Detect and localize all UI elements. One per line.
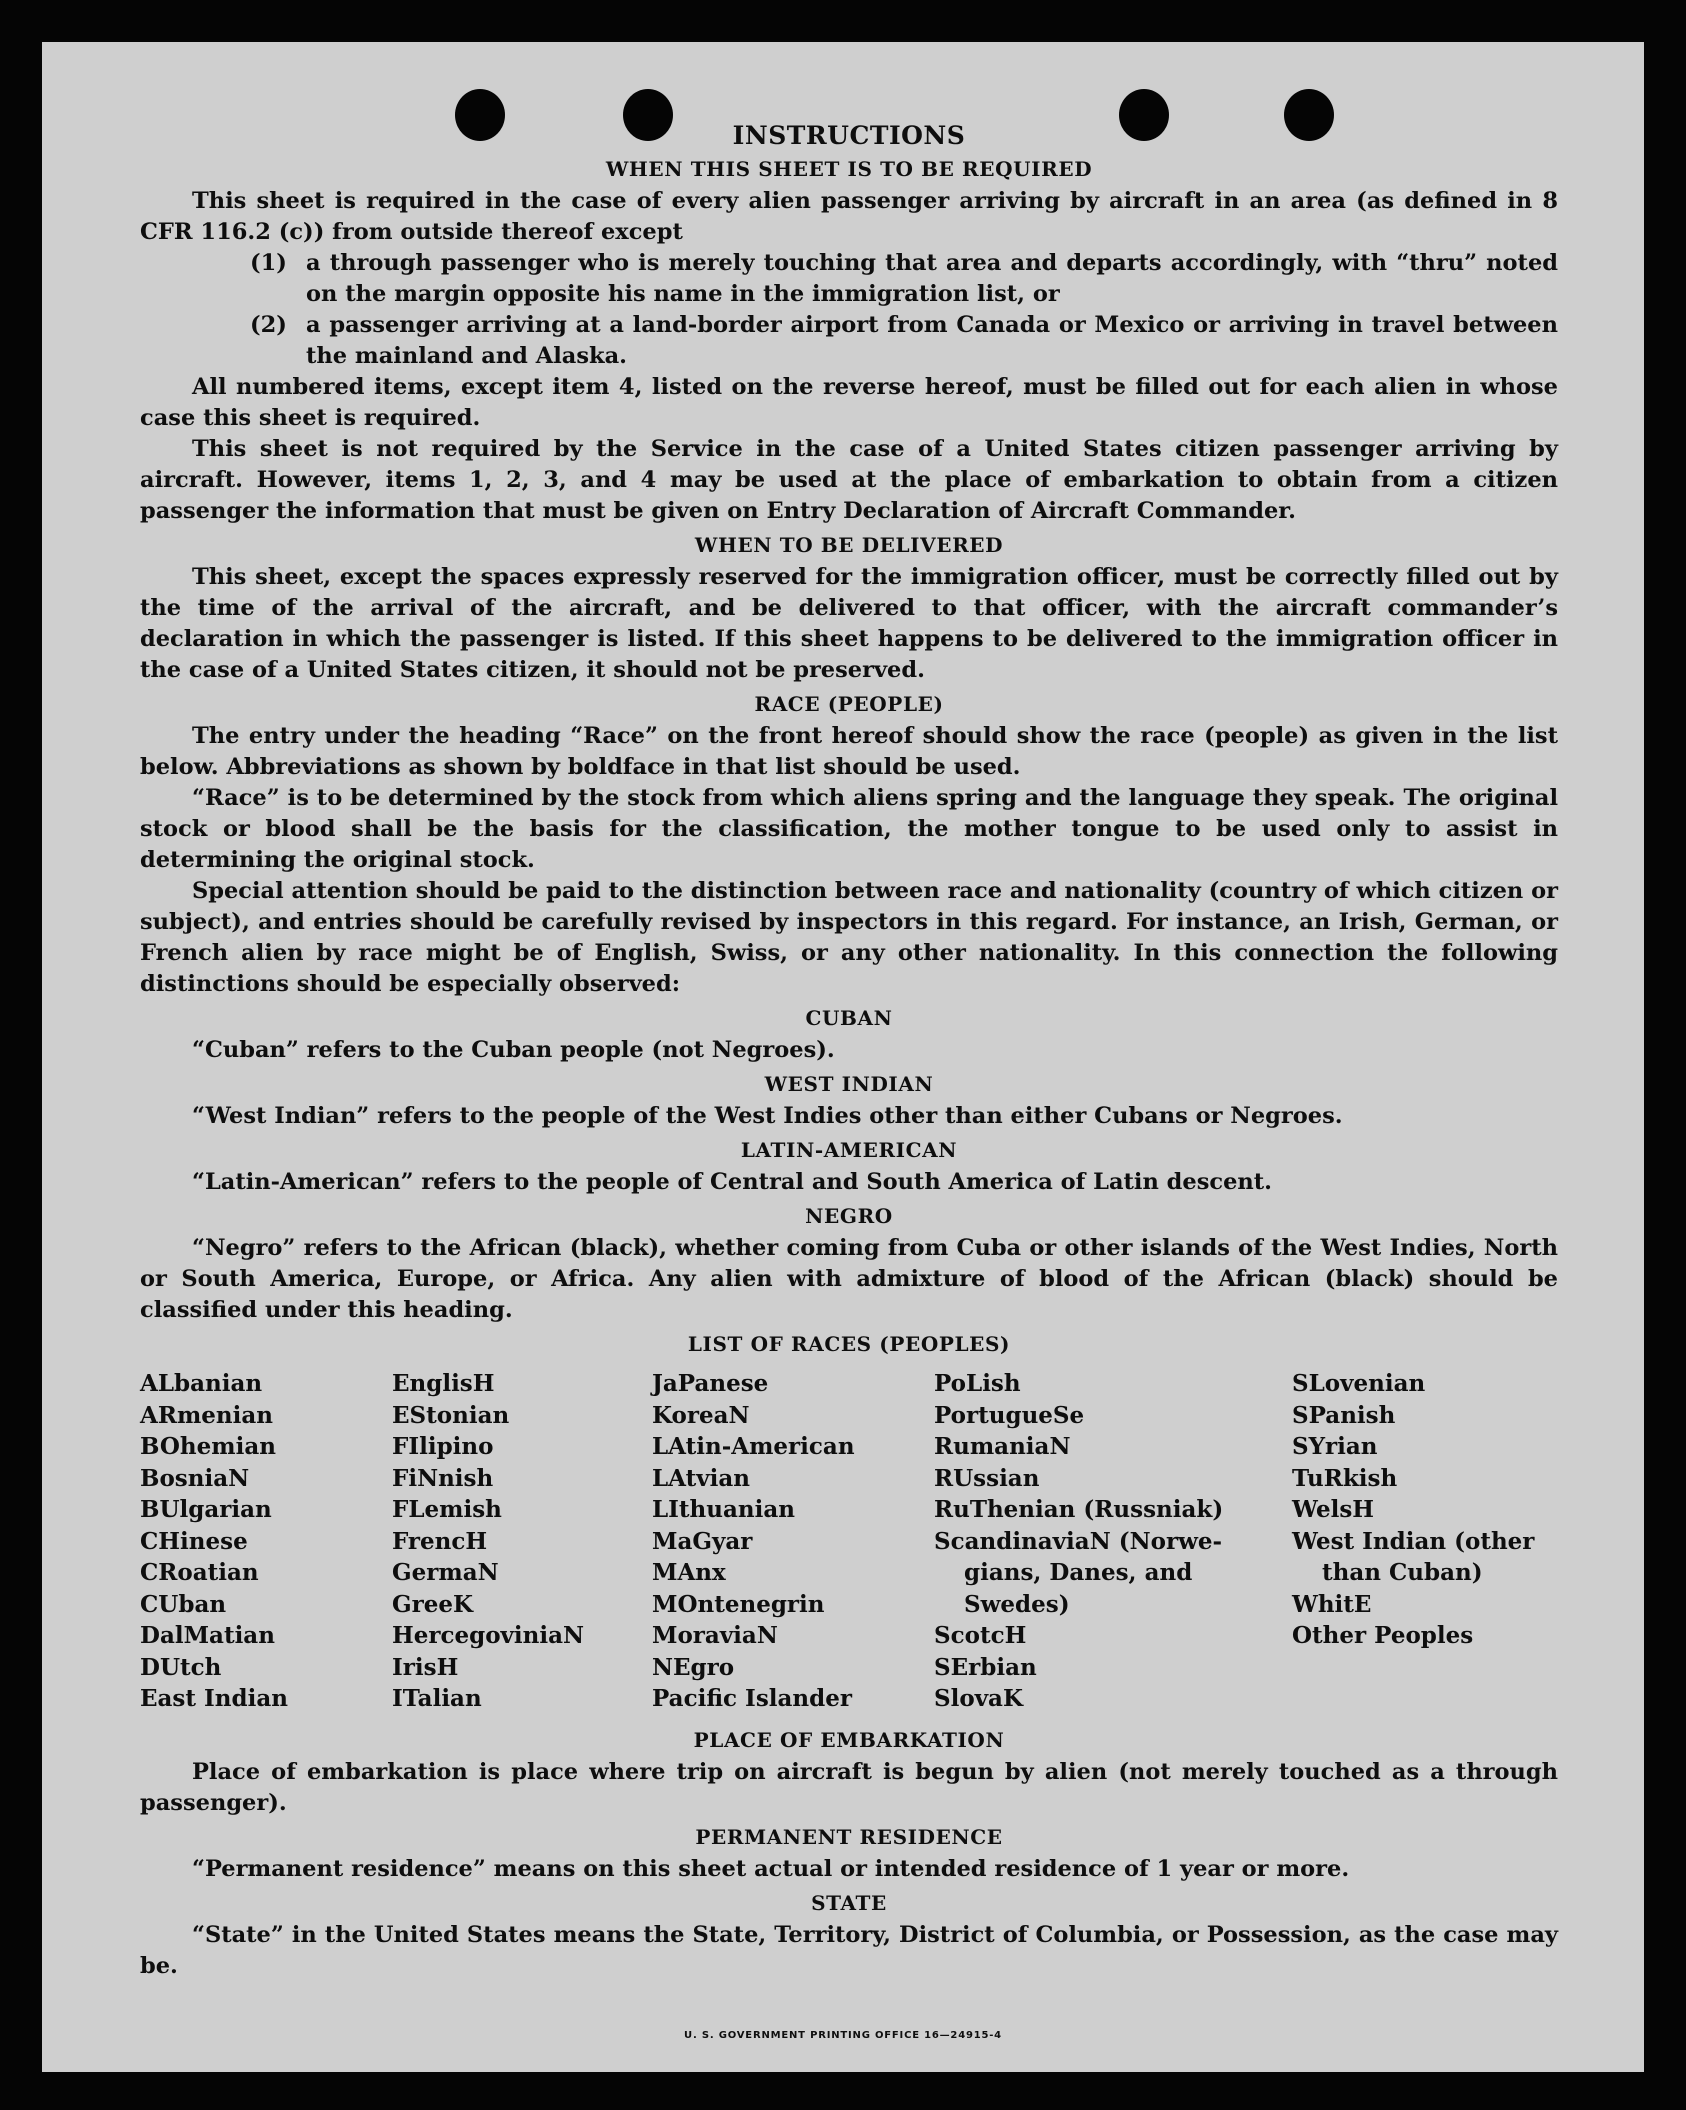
paragraph-intro: This sheet is required in the case of every alien passenger arriving by aircraft in an area (as defined in 8 CFR 116.2 (c)) from outside thereof except [140, 188, 1558, 245]
section-heading-negro: NEGRO [805, 1204, 893, 1228]
exception-text: a passenger arriving at a land-border airport from Canada or Mexico or arriving in travel between the mainland and Alaska. [306, 312, 1558, 369]
race-entry: ARmenian [140, 1401, 274, 1429]
paragraph-when-delivered: This sheet, except the spaces expressly reserved for the immigration officer, must be correctly filled out by the time of the arrival of the aircraft, and be delivered to that officer, with the aircraft commander’s declaration in which the passenger is listed. If this sheet happens to be delivered to the immigration officer in the case of a United States citizen, it should not be preserved. [140, 564, 1558, 683]
race-entry: BUlgarian [140, 1496, 272, 1523]
race-entry: LAtvian [652, 1464, 750, 1492]
race-entry: MoraviaN [652, 1622, 778, 1649]
race-entry: FIlipino [392, 1433, 494, 1460]
race-entry: FrencH [392, 1527, 488, 1555]
race-entry: East Indian [140, 1685, 288, 1712]
race-entry: ScotcH [934, 1622, 1027, 1649]
race-entry: GermaN [392, 1559, 499, 1586]
race-column [1292, 1368, 1558, 1715]
race-entry: BosniaN [140, 1464, 250, 1492]
race-entry: CRoatian [140, 1559, 259, 1586]
exception-item [140, 310, 1558, 372]
paragraph-place-of-embarkation: Place of embarkation is place where trip on aircraft is begun by alien (not merely touched as a through passenger). [140, 1758, 1558, 1816]
race-entry: JaPanese [652, 1370, 769, 1397]
page-title: INSTRUCTIONS [732, 121, 966, 150]
race-entry: LIthuanian [652, 1496, 795, 1523]
race-entry: IrisH [392, 1653, 459, 1681]
race-column [934, 1368, 1292, 1715]
race-entry: SlovaK [934, 1685, 1023, 1712]
race-list [140, 1368, 1558, 1715]
race-entry: Pacific Islander [652, 1685, 852, 1712]
document-sheet [42, 42, 1644, 2072]
printing-office-footer: U. S. GOVERNMENT PRINTING OFFICE 16—24915-4 [684, 2030, 1002, 2041]
race-entry: West Indian (other [1292, 1527, 1535, 1555]
race-entry: GreeK [392, 1590, 474, 1618]
race-entry: DUtch [140, 1653, 222, 1681]
race-entry: CHinese [140, 1527, 248, 1555]
paragraph-race-3: Special attention should be paid to the distinction between race and nationality (country of which citizen or subject), and entries should be carefully revised by inspectors in this regard. For instance, an Irish, German, or French alien by race might be of English, Swiss, or any other nationality. In this connection the following distinctions should be especially observed: [140, 878, 1558, 997]
paragraph-citizen-note: This sheet is not required by the Service in the case of a United States citizen passenger arriving by aircraft. However, items 1, 2, 3, and 4 may be used at the place of embarkation to obtain from a citizen passenger the information that must be given on Entry Declaration of Aircraft Commander. [140, 436, 1558, 524]
race-entry: MaGyar [652, 1527, 753, 1555]
race-entry: WhitE [1292, 1590, 1372, 1618]
paragraph-numbered-items: All numbered items, except item 4, listed on the reverse hereof, must be filled out for each alien in whose case this sheet is required. [140, 374, 1558, 431]
paragraph-negro: “Negro” refers to the African (black), whether coming from Cuba or other islands of the West Indies, North or South America, Europe, or Africa. Any alien with admixture of blood of the African (black) should be classified under this heading. [140, 1235, 1558, 1323]
section-heading-latin-american: LATIN-AMERICAN [740, 1138, 958, 1162]
race-entry: EStonian [392, 1401, 510, 1429]
race-entry: ScandinaviaN (Norwe- [934, 1527, 1223, 1555]
race-entry: RuThenian (Russniak) [934, 1496, 1224, 1523]
exception-number: (1) [250, 250, 287, 276]
race-entry: MAnx [652, 1559, 726, 1586]
race-entry: Other Peoples [1292, 1622, 1474, 1649]
section-heading-place-of-embarkation: PLACE OF EMBARKATION [693, 1727, 1005, 1752]
race-entry: MOntenegrin [652, 1590, 825, 1618]
section-heading-list-of-races: LIST OF RACES (PEOPLES) [687, 1332, 1011, 1356]
race-entry: ALbanian [140, 1370, 263, 1397]
race-entry: LAtin-American [652, 1433, 855, 1460]
section-heading-cuban: CUBAN [805, 1006, 893, 1030]
race-entry: WelsH [1292, 1496, 1375, 1523]
exception-number: (2) [250, 312, 287, 338]
race-entry: SErbian [934, 1653, 1037, 1681]
race-entry: NEgro [652, 1653, 735, 1681]
exception-item [140, 248, 1558, 310]
race-entry: DalMatian [140, 1622, 275, 1649]
race-entry: FLemish [392, 1496, 502, 1523]
race-entry: ITalian [392, 1685, 482, 1712]
section-heading-when-delivered: WHEN TO BE DELIVERED [694, 533, 1004, 557]
exception-text: a through passenger who is merely touching that area and departs accordingly, with “thru” noted on the margin opposite his name in the immigration list, or [306, 250, 1558, 307]
race-entry: RumaniaN [934, 1433, 1071, 1460]
race-entry: Swedes) [964, 1590, 1070, 1618]
race-entry: SPanish [1292, 1401, 1396, 1429]
paragraph-west-indian: “West Indian” refers to the people of the West Indies other than either Cubans or Negroes. [192, 1103, 1343, 1129]
paragraph-cuban: “Cuban” refers to the Cuban people (not Negroes). [192, 1037, 835, 1063]
race-entry: SLovenian [1292, 1370, 1426, 1397]
race-entry: CUban [140, 1590, 227, 1618]
section-heading-permanent-residence: PERMANENT RESIDENCE [695, 1824, 1003, 1849]
section-heading-race: RACE (PEOPLE) [754, 692, 944, 716]
race-entry: BOhemian [140, 1433, 276, 1460]
paragraph-race-2: “Race” is to be determined by the stock from which aliens spring and the language they speak. The original stock or blood shall be the basis for the classification, the mother tongue to be used only to assist in determining the original stock. [140, 785, 1558, 873]
paragraph-state: “State” in the United States means the State, Territory, District of Columbia, or Possession, as the case may be. [140, 1921, 1558, 1979]
race-entry: than Cuban) [1322, 1559, 1483, 1586]
race-column [392, 1368, 652, 1715]
race-column [652, 1368, 934, 1715]
race-entry: PortugueSe [934, 1401, 1085, 1429]
instructions-body [140, 120, 1558, 1982]
race-entry: RUssian [934, 1464, 1040, 1492]
race-entry: SYrian [1292, 1433, 1378, 1460]
paragraph-latin-american: “Latin-American” refers to the people of Central and South America of Latin descent. [192, 1169, 1272, 1195]
race-column [140, 1368, 392, 1715]
race-entry: TuRkish [1292, 1464, 1398, 1492]
section-heading-state: STATE [811, 1890, 887, 1915]
race-entry: KoreaN [652, 1401, 750, 1429]
race-entry: FiNnish [392, 1464, 494, 1492]
race-entry: HercegoviniaN [392, 1622, 585, 1649]
section-heading-when-required: WHEN THIS SHEET IS TO BE REQUIRED [605, 157, 1093, 181]
paragraph-permanent-residence: “Permanent residence” means on this sheet actual or intended residence of 1 year or more. [192, 1855, 1350, 1882]
race-entry: gians, Danes, and [964, 1559, 1193, 1586]
race-entry: PoLish [934, 1370, 1021, 1397]
paragraph-race-1: The entry under the heading “Race” on the front hereof should show the race (people) as given in the list below. Abbreviations as shown by boldface in that list should be used. [140, 723, 1558, 780]
race-entry: EnglisH [392, 1370, 495, 1397]
section-heading-west-indian: WEST INDIAN [764, 1072, 934, 1096]
